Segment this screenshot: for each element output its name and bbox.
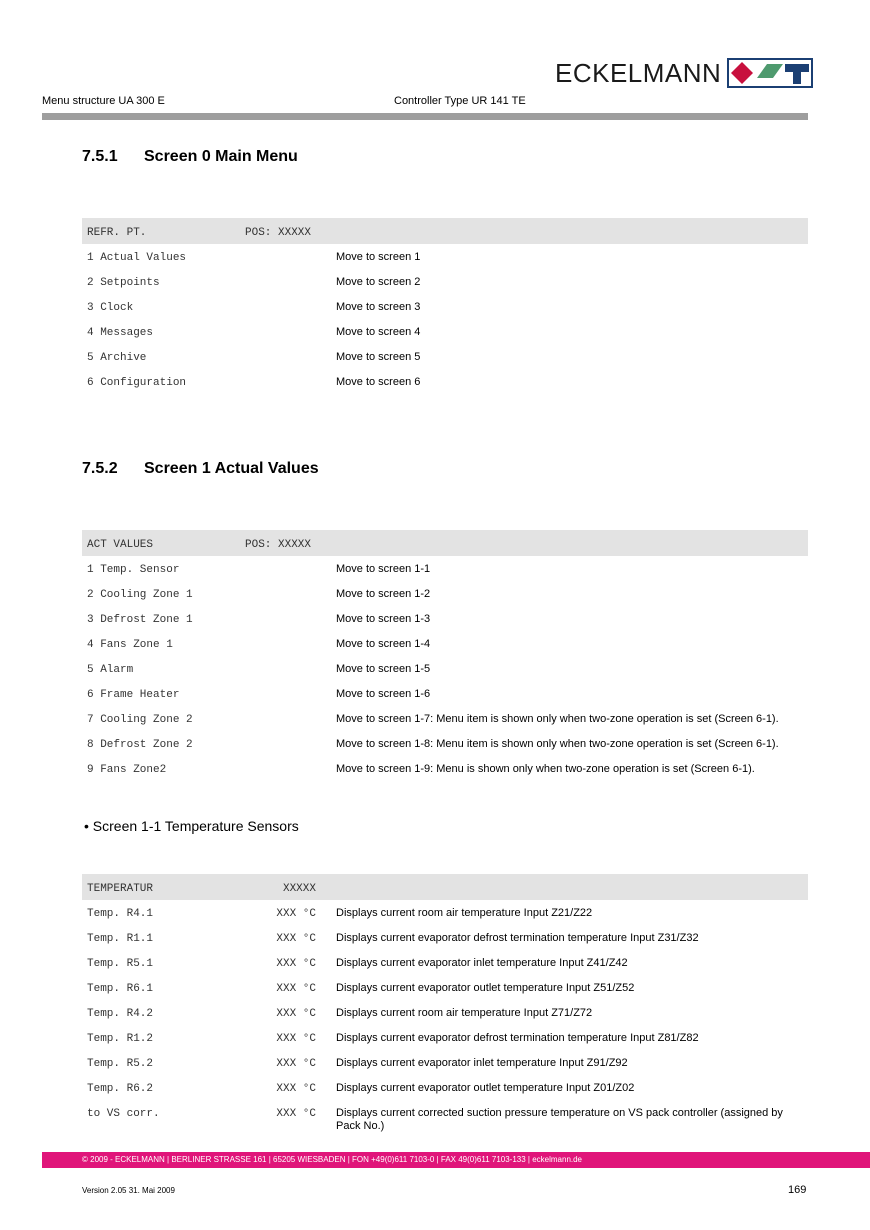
table-row: Temp. R5.1 XXX °C Displays current evaporator inlet temperature Input Z41/Z42: [87, 957, 628, 970]
table-row: Temp. R6.2 XXX °C Displays current evaporator outlet temperature Input Z01/Z02: [87, 1082, 635, 1095]
table-header: ACT VALUES POS: XXXXX: [82, 530, 808, 556]
section-heading-751: 7.5.1 Screen 0 Main Menu: [82, 148, 298, 165]
table-row: Temp. R1.2 XXX °C Displays current evaporator defrost termination temperature Input Z81/Z82: [87, 1032, 699, 1045]
footer-address-bar: © 2009 - ECKELMANN | BERLINER STRASSE 161 | 65205 WIESBADEN | FON +49(0)611 7103-0 | FAX 49(0)611 7103-133 | eckelmann.de: [42, 1152, 870, 1168]
header-divider: [42, 113, 808, 120]
table-row: 7 Cooling Zone 2 Move to screen 1-7: Menu item is shown only when two-zone operation is set (Screen 6-1).: [87, 713, 779, 726]
table-row: 9 Fans Zone2 Move to screen 1-9: Menu is shown only when two-zone operation is set (Screen 6-1).: [87, 763, 755, 776]
table-row: 5 Alarm Move to screen 1-5: [87, 663, 431, 676]
table-row: Temp. R4.1 XXX °C Displays current room air temperature Input Z21/Z22: [87, 907, 593, 920]
menu-table-screen-0: [82, 218, 808, 394]
table-row: 4 Fans Zone 1 Move to screen 1-4: [87, 638, 431, 651]
table-row: 1 Temp. Sensor Move to screen 1-1: [87, 563, 431, 576]
table-row: 4 Messages Move to screen 4: [87, 326, 421, 339]
table-row: Temp. R6.1 XXX °C Displays current evaporator outlet temperature Input Z51/Z52: [87, 982, 635, 995]
table-row: 6 Configuration Move to screen 6: [87, 376, 421, 389]
menu-table-screen-1: [82, 530, 808, 781]
table-row: 6 Frame Heater Move to screen 1-6: [87, 688, 431, 701]
table-row: 8 Defrost Zone 2 Move to screen 1-8: Menu item is shown only when two-zone operation is set (Screen 6-1).: [87, 738, 779, 751]
table-row: 5 Archive Move to screen 5: [87, 351, 421, 364]
table-screen-1-1: [82, 874, 808, 1132]
logo-text: ECKELMANN: [555, 57, 722, 88]
table-row: Temp. R4.2 XXX °C Displays current room air temperature Input Z71/Z72: [87, 1007, 593, 1020]
logo-mark-icon: [727, 58, 813, 88]
header-controller-type: Controller Type UR 141 TE: [394, 95, 526, 107]
table-row: 3 Clock Move to screen 3: [87, 301, 421, 314]
table-row: 1 Actual Values Move to screen 1: [87, 251, 421, 264]
eckelmann-logo: [555, 58, 813, 88]
table-row: 2 Cooling Zone 1 Move to screen 1-2: [87, 588, 431, 601]
bullet-heading: • Screen 1-1 Temperature Sensors: [84, 818, 299, 834]
section-heading-752: 7.5.2 Screen 1 Actual Values: [82, 460, 319, 477]
table-row: Temp. R1.1 XXX °C Displays current evaporator defrost termination temperature Input Z31/Z32: [87, 932, 699, 945]
header-document-title: Menu structure UA 300 E: [42, 95, 165, 107]
footer-version: Version 2.05 31. Mai 2009: [82, 1186, 175, 1195]
table-row: Temp. R5.2 XXX °C Displays current evaporator inlet temperature Input Z91/Z92: [87, 1057, 628, 1070]
table-header: REFR. PT. POS: XXXXX: [82, 218, 808, 244]
page-number: 169: [788, 1184, 807, 1196]
table-row: 2 Setpoints Move to screen 2: [87, 276, 421, 289]
table-row: to VS corr. XXX °C Displays current corrected suction pressure temperature on VS pack controller (assigned by Pack No.): [87, 1107, 783, 1132]
bullet-icon: •: [84, 818, 89, 834]
table-row: 3 Defrost Zone 1 Move to screen 1-3: [87, 613, 431, 626]
table-header: TEMPERATUR XXXXX: [82, 874, 808, 900]
